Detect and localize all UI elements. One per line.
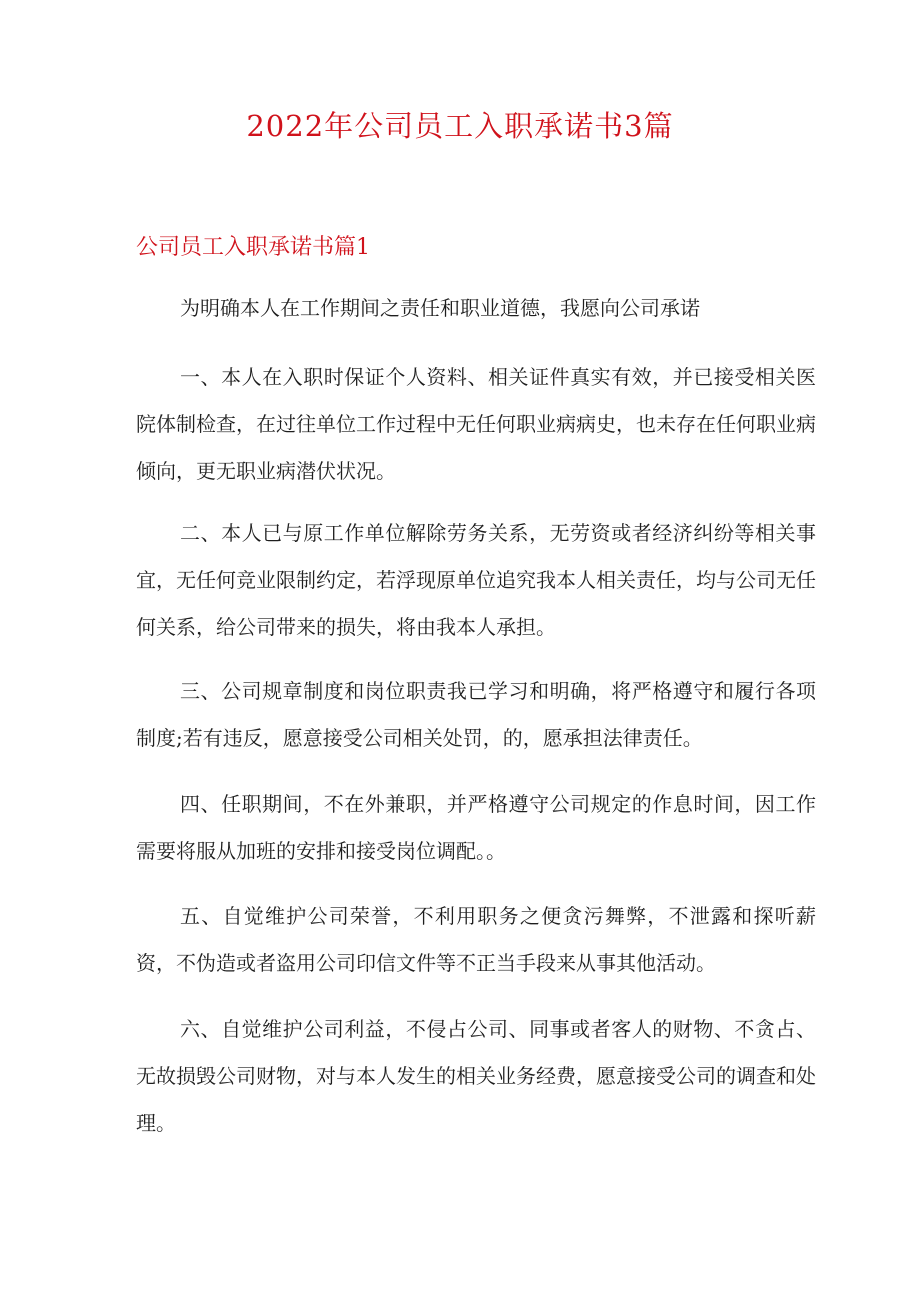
paragraph-1: 一、本人在入职时保证个人资料、相关证件真实有效，并已接受相关医院体制检查，在过往单位工作过程中无任何职业病病史，也未存在任何职业病倾向，更无职业病潜伏状况。: [136, 365, 816, 483]
section-heading: 公司员工入职承诺书篇1: [136, 235, 370, 260]
paragraph-3: 三、公司规章制度和岗位职责我已学习和明确，将严格遵守和履行各项制度;若有违反，愿意接受公司相关处罚，的，愿承担法律责任。: [136, 679, 816, 750]
document-title: 2022年公司员工入职承诺书3篇: [246, 109, 674, 143]
paragraph-intro: 为明确本人在工作期间之责任和职业道德，我愿向公司承诺: [180, 296, 700, 320]
paragraph-2: 二、本人已与原工作单位解除劳务关系，无劳资或者经济纠纷等相关事宜，无任何竞业限制约定，若浮现原单位追究我本人相关责任，均与公司无任何关系，给公司带来的损失，将由我本人承担。: [136, 521, 816, 639]
paragraph-5: 五、自觉维护公司荣誉，不利用职务之便贪污舞弊，不泄露和探听薪资，不伪造或者盗用公司印信文件等不正当手段来从事其他活动。: [136, 904, 816, 975]
paragraph-6: 六、自觉维护公司利益，不侵占公司、同事或者客人的财物、不贪占、无故损毁公司财物，对与本人发生的相关业务经费，愿意接受公司的调查和处理。: [136, 1017, 816, 1135]
paragraph-4: 四、任职期间，不在外兼职，并严格遵守公司规定的作息时间，因工作需要将服从加班的安排和接受岗位调配。。: [136, 792, 816, 863]
